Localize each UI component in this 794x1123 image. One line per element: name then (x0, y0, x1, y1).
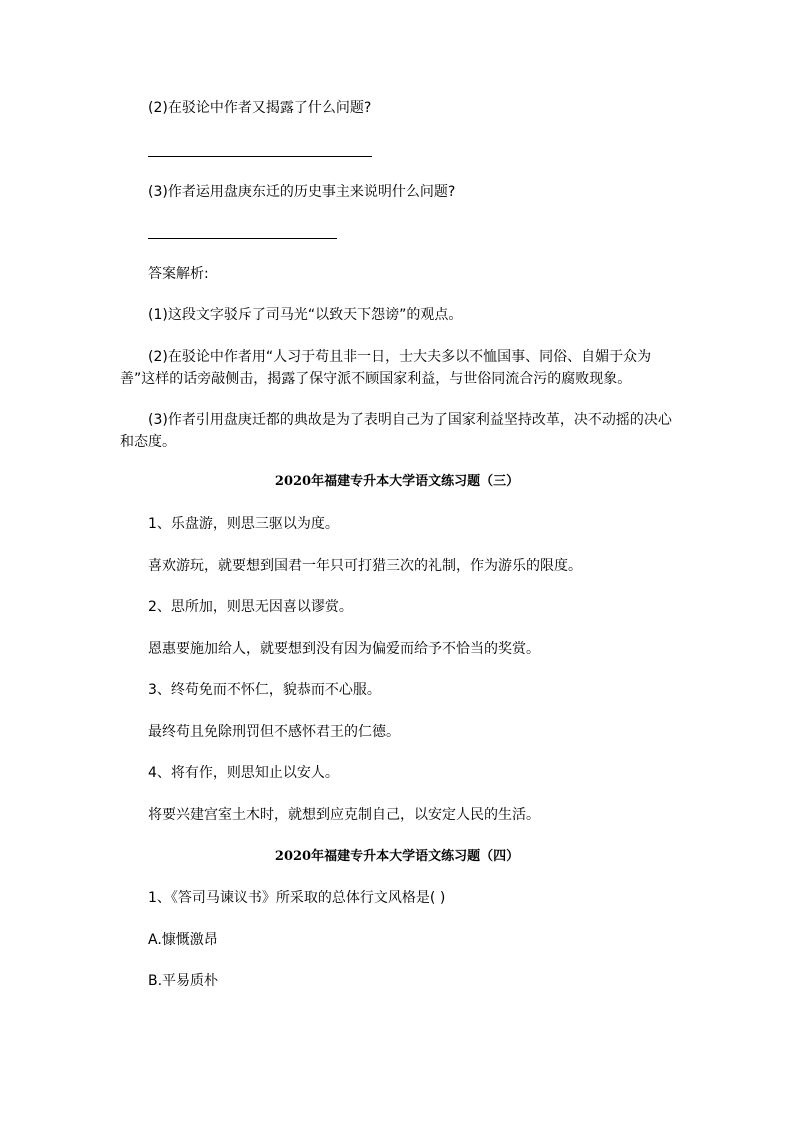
answer-label: 答案解析: (148, 266, 209, 282)
section-three-title: 2020年福建专升本大学语文练习题（三） (274, 474, 520, 489)
section-three-item: 2、思所加，则思无因喜以谬赏。 (148, 599, 353, 615)
option-b: B.平易质朴 (148, 973, 219, 989)
answer-3: (3)作者引用盘庚迁都的典故是为了表明自己为了国家利益坚持改革，决不动摇的决心和态度。 (120, 412, 672, 450)
answer-blank-3 (148, 238, 337, 239)
section-four-title: 2020年福建专升本大学语文练习题（四） (274, 849, 520, 864)
answer-blank-2 (148, 156, 372, 157)
section-three-item: 喜欢游玩，就要想到国君一年只可打猎三次的礼制，作为游乐的限度。 (148, 558, 582, 574)
section-three-item: 最终苟且免除刑罚但不感怀君王的仁德。 (148, 724, 400, 740)
section-three-item: 4、将有作，则思知止以安人。 (148, 765, 339, 781)
section-three-item: 1、乐盘游，则思三驱以为度。 (148, 516, 339, 532)
answer-1: (1)这段文字驳斥了司马光“以致天下怨谤”的观点。 (148, 307, 463, 323)
section-four-question: 1、《答司马谏议书》所采取的总体行文风格是( ) (148, 890, 446, 906)
question-2: (2)在驳论中作者又揭露了什么问题? (148, 100, 372, 116)
answer-2: (2)在驳论中作者用“人习于苟且非一日，士大夫多以不恤国事、同俗、自媚于众为善”这样的话旁敲侧击，揭露了保守派不顾国家利益，与世俗同流合污的腐败现象。 (120, 349, 652, 387)
question-3: (3)作者运用盘庚东迁的历史事主来说明什么问题? (148, 184, 456, 200)
section-three-item: 将要兴建宫室土木时，就想到应克制自己，以安定人民的生活。 (148, 807, 540, 823)
option-a: A.慷慨激昂 (148, 932, 218, 948)
section-three-item: 恩惠要施加给人，就要想到没有因为偏爱而给予不恰当的奖赏。 (148, 641, 540, 657)
section-three-item: 3、终苟免而不怀仁，貌恭而不心服。 (148, 682, 381, 698)
